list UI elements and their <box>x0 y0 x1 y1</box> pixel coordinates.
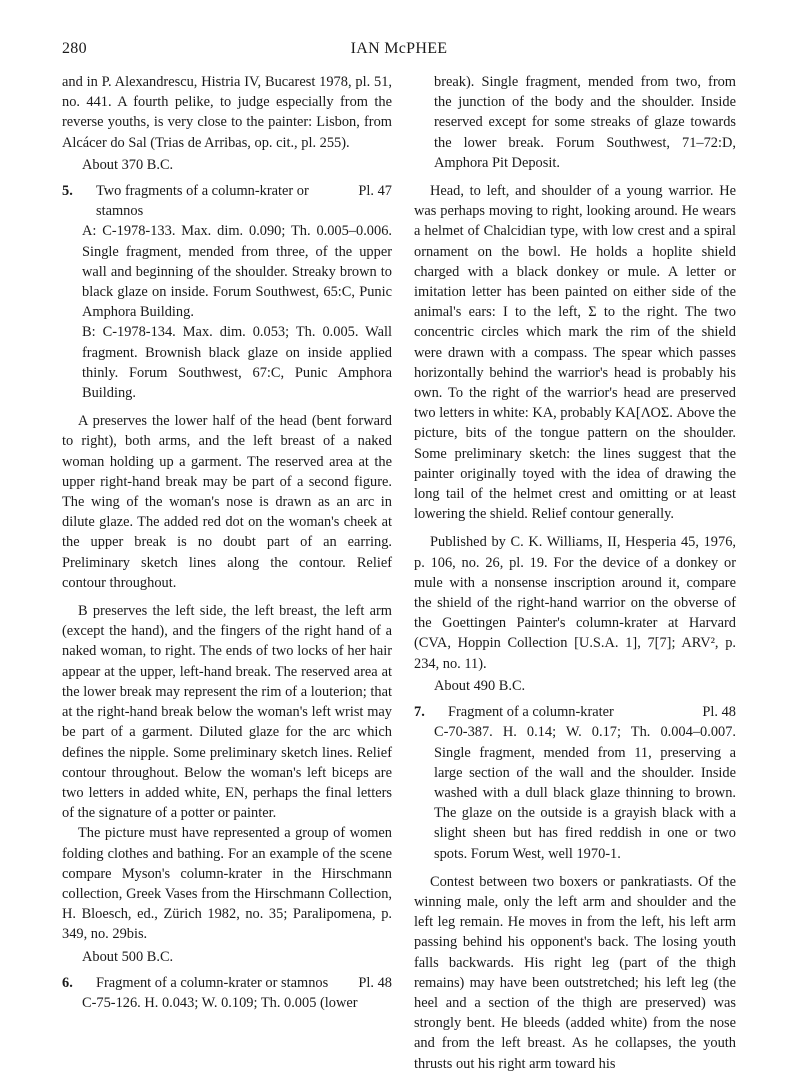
catalogue-entry-7: C-70-387. H. 0.14; W. 0.17; Th. 0.004–0.007. Single fragment, mended from 11, preserving a large section of the wall and the shoulder. Inside washed with a dull black glaze thinning to brown. The glaze on the outside is a grayish black with a slight sheen but has fired reddish in one or two spots. Forum West, well 1970-1. <box>434 724 736 862</box>
description-entry-7: Contest between two boxers or pankratiasts. Of the winning male, only the left arm and shoulder and the left leg remain. He moves in from the left, his left arm passing behind his opponent's back. The losing youth falls backwards. His right leg (part of the thigh remains) may have been outstretched; his left leg (the heel and a section of the thigh are preserved) was strongly bent. He bleeds (added white) from the nose and from the left breast. As he collapses, the youth thrusts out his right arm toward his <box>414 873 736 1072</box>
plate-reference: Pl. 48 <box>702 704 736 721</box>
right-column <box>414 72 736 1074</box>
entry-number: 7. <box>414 704 425 721</box>
plate-reference: Pl. 48 <box>358 974 392 991</box>
entry-number: 5. <box>62 183 73 200</box>
entry-number: 6. <box>62 974 73 991</box>
catalogue-b: B: C-1978-134. Max. dim. 0.053; Th. 0.005. Wall fragment. Brownish black glaze on inside applied thinly. Forum Southwest, 67:C, Punic Amphora Building. <box>82 324 392 402</box>
date-line: About 370 B.C. <box>82 156 174 173</box>
entry-6-heading <box>62 973 392 993</box>
entry-title: Fragment of a column-krater or stamnos <box>96 974 329 991</box>
description-b: B preserves the left side, the left breast, the left arm (except the hand), and the fingers of the right hand of a naked woman, to right. The ends of two locks of her hair appear at the upper, left-hand break. The reserved area at the lower break may represent the rim of a louterion; that at the right-hand break below the woman's left wrist may be part of a garment. Diluted glaze for the arc which defines the nipple. Some preliminary sketch lines. Relief contour throughout. Below the woman's left biceps are two letters in added white, EN, perhaps the final letters of the signature of a potter or painter. <box>62 603 392 822</box>
catalogue-entry-6-end: break). Single fragment, mended from two, from the junction of the body and the shoulder. Inside reserved except for some streaks of glaze towards the lower break. Forum Southwest, 71–72:D, Amphora Pit Deposit. <box>434 74 736 171</box>
running-head: IAN McPHEE <box>350 40 448 57</box>
entry-title: Two fragments of a column-krater or stamnos <box>96 183 309 220</box>
description-summary: The picture must have represented a group of women folding clothes and bathing. For an example of the scene compare Myson's column-krater in the Hirschmann collection, Greek Vases from the Hirschmann Collection, H. Bloesch, ed., Zürich 1982, no. 35; Paralipomena, p. 349, no. 29bis. <box>62 825 392 943</box>
left-column <box>62 72 392 1013</box>
entry-7-heading <box>414 702 736 722</box>
entry-5-heading <box>62 181 392 221</box>
entry-title: Fragment of a column-krater <box>448 704 614 721</box>
catalogue-entry-6-start: C-75-126. H. 0.043; W. 0.109; Th. 0.005 (lower <box>82 994 358 1011</box>
publication-note: Published by C. K. Williams, II, Hesperia 45, 1976, p. 106, no. 26, pl. 19. For the device of a donkey or mule with a nonsense inscription around it, compare the shield of the right-hand warrior on the obverse of the Goettingen Painter's column-krater at Harvard (CVA, Hoppin Collection [U.S.A. 1], 7[7]; ARV², p. 234, no. 11). <box>414 534 736 672</box>
date-line: About 500 B.C. <box>82 948 174 965</box>
description-a: A preserves the lower half of the head (bent forward to right), both arms, and the left breast of a naked woman holding up a garment. The reserved area at the upper right-hand break may be part of a second figure. The wing of the woman's nose is drawn as an arc in dilute glaze. The added red dot on the woman's cheek at the upper break is no doubt part of an earring. Preliminary sketch lines along the contour. Relief contour throughout. <box>62 413 392 591</box>
page-number: 280 <box>62 40 87 57</box>
date-line: About 490 B.C. <box>434 677 526 694</box>
description-entry-6: Head, to left, and shoulder of a young warrior. He was perhaps moving to right, looking around. He wears a helmet of Chalcidian type, with low crest and a spiral ornament on the bowl. He holds a hoplite shield charged with a black donkey or mule. A letter or imitation letter has been painted on either side of the animal's ears: I to the left, Σ to the right. The two concentric circles which mark the rim of the shield were drawn with a compass. The spear which passes horizontally behind the warrior's head is probably his own. To the right of the warrior's head are preserved two letters in white: KA, probably ΚΑ[ΛΟΣ. Above the picture, bits of the tongue pattern on the shoulder. Some preliminary sketch: the lines suggest that the painter originally toyed with the idea of drawing the long tail of the helmet crest and omitting or at least lowering the shield. Relief contour generally. <box>414 183 736 523</box>
catalogue-a: A: C-1978-133. Max. dim. 0.090; Th. 0.005–0.006. Single fragment, mended from three, of the upper wall and beginning of the shoulder. Streaky brown to black glaze on inside. Forum Southwest, 65:C, Punic Amphora Building. <box>82 223 392 321</box>
plate-reference: Pl. 47 <box>358 183 392 200</box>
intro-paragraph: and in P. Alexandrescu, Histria IV, Bucarest 1978, pl. 51, no. 441. A fourth pelike, to judge especially from the reverse youths, is very close to the painter: Lisbon, from Alcácer do Sal (Trias de Arribas, op. cit., pl. 255). <box>62 74 392 151</box>
